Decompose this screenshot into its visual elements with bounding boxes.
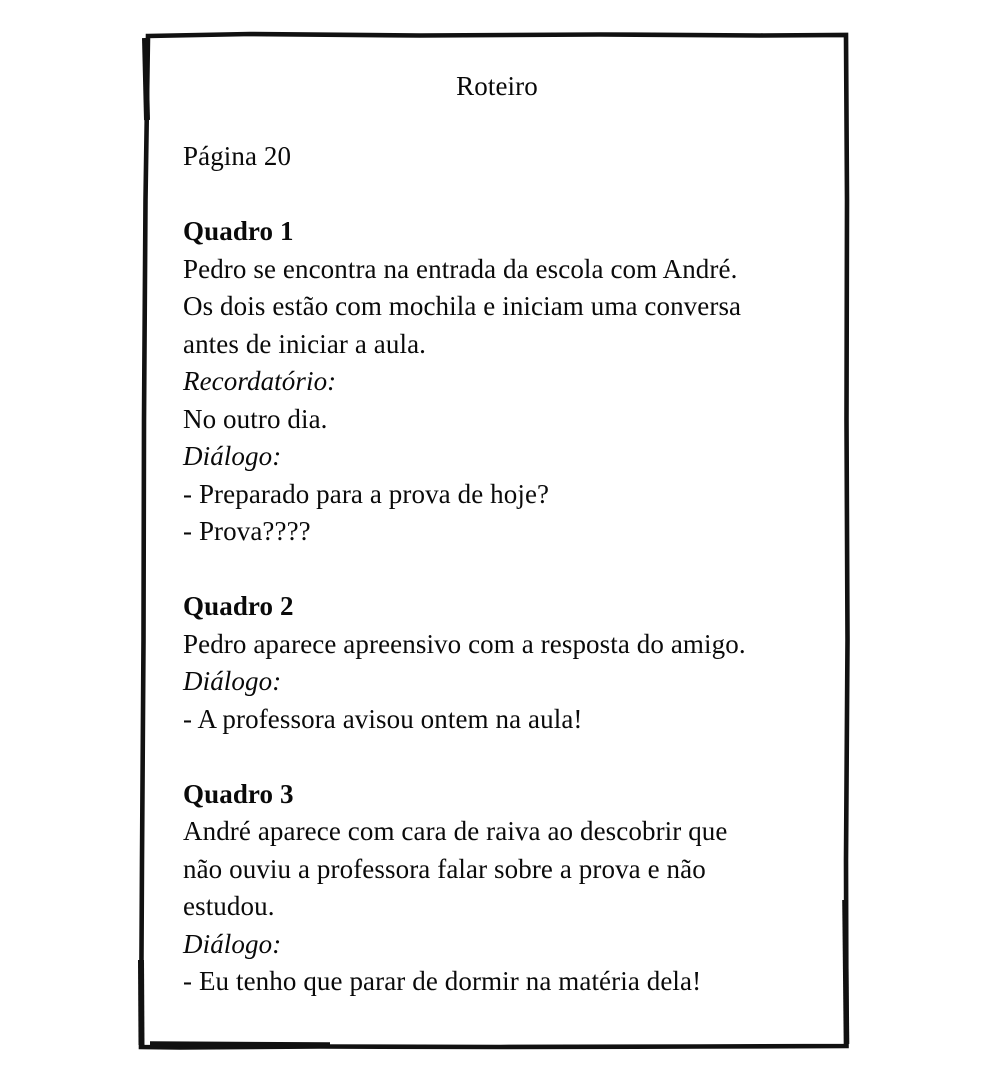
section-line: não ouviu a professora falar sobre a prova e não xyxy=(183,853,706,884)
section-line: - Prova???? xyxy=(183,516,311,546)
section-line-label: Recordatório: xyxy=(183,366,337,396)
block-spacer xyxy=(183,738,823,776)
section-heading: Quadro 1 xyxy=(183,216,294,246)
script-section xyxy=(183,776,823,1001)
page-number-label: Página 20 xyxy=(183,141,292,171)
document-sheet xyxy=(147,34,847,1047)
section-line: - Eu tenho que parar de dormir na matéria dela! xyxy=(183,966,702,996)
section-line: André aparece com cara de raiva ao descobrir que xyxy=(183,816,728,846)
section-line: Pedro aparece apreensivo com a resposta do amigo. xyxy=(183,628,746,659)
section-line-label: Diálogo: xyxy=(183,928,282,959)
section-line: - A professora avisou ontem na aula! xyxy=(183,703,583,734)
section-heading: Quadro 3 xyxy=(183,778,294,809)
section-line-label: Diálogo: xyxy=(183,441,282,471)
script-section xyxy=(183,588,823,738)
section-line-label: Diálogo: xyxy=(183,666,282,696)
section-line: No outro dia. xyxy=(183,403,328,434)
script-section xyxy=(183,213,823,551)
page-title: Roteiro xyxy=(456,71,538,101)
section-line: Os dois estão com mochila e iniciam uma conversa xyxy=(183,291,742,321)
section-line: estudou. xyxy=(183,891,275,921)
block-spacer xyxy=(183,551,823,589)
section-line: antes de iniciar a aula. xyxy=(183,328,427,359)
section-heading: Quadro 2 xyxy=(183,591,294,621)
block-spacer xyxy=(183,176,823,214)
script-body xyxy=(183,138,823,1001)
section-line: - Preparado para a prova de hoje? xyxy=(183,478,550,509)
section-line: Pedro se encontra na entrada da escola com André. xyxy=(183,253,738,284)
